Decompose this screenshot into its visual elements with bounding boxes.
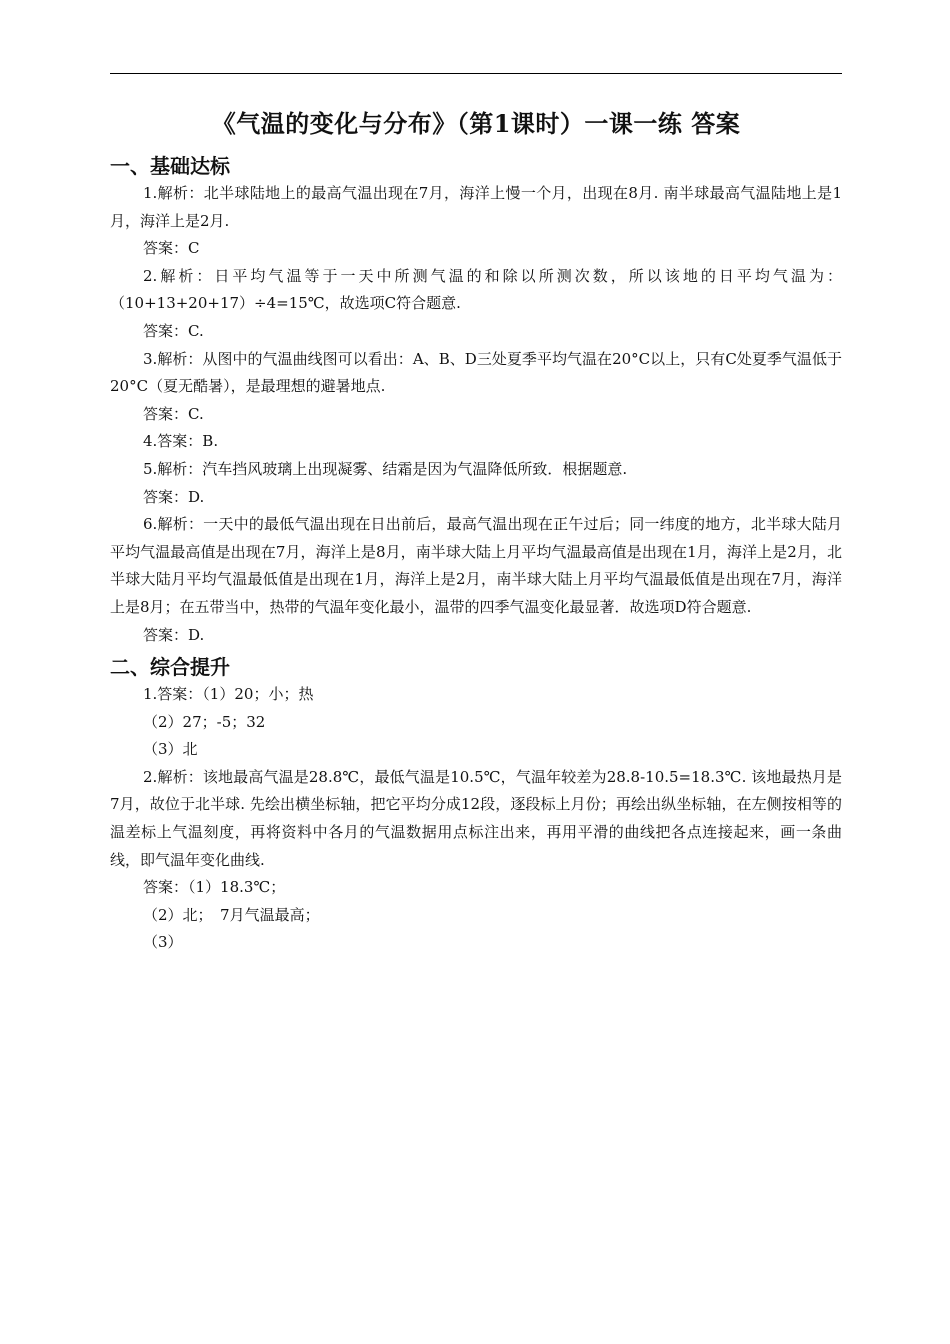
answer-paragraph: 答案：C. xyxy=(143,404,204,423)
answer-paragraph: 3.解析：从图中的气温曲线图可以看出：A、B、D三处夏季平均气温在20°C以上，只有C处夏季气温低于20°C（夏无酷暑），是最理想的避暑地点. xyxy=(110,349,842,396)
answer-paragraph: （2）27；-5；32 xyxy=(143,712,266,731)
answer-paragraph: 答案：D. xyxy=(143,487,205,506)
answer-paragraph: 2.解析：日平均气温等于一天中所测气温的和除以所测次数，所以该地的日平均气温为：（10+13+20+17）÷4=15℃，故选项C符合题意. xyxy=(110,266,842,313)
answer-paragraph: 5.解析：汽车挡风玻璃上出现凝雾、结霜是因为气温降低所致．根据题意. xyxy=(143,459,628,478)
answer-paragraph: 2.解析：该地最高气温是28.8℃，最低气温是10.5℃，气温年较差为28.8-10.5=18.3℃. 该地最热月是7月，故位于北半球. 先绘出横坐标轴，把它平均分成12段，逐段标上月份；再绘出纵坐标轴，在左侧按相等的温差标上气温刻度，再将资料中各月的气温数据用点标注出来，再用平滑的曲线把各点连接起来，画一条曲线，即气温年变化曲线. xyxy=(110,767,842,869)
header-rule xyxy=(110,73,842,74)
answer-paragraph: 答案：C. xyxy=(143,321,204,340)
answer-paragraph: （3） xyxy=(143,933,183,952)
answer-paragraph: 答案：D. xyxy=(143,625,205,644)
document-title: 《气温的变化与分布》（第1课时）一课一练 答案 xyxy=(211,109,741,138)
answer-paragraph: 答案：C xyxy=(143,239,200,258)
answer-paragraph: 答案：（1）18.3℃； xyxy=(143,878,286,897)
answer-paragraph: （2）北； 7月气温最高； xyxy=(143,905,320,924)
answer-paragraph: 1.答案：（1）20；小；热 xyxy=(143,685,314,704)
answer-paragraph: 6.解析：一天中的最低气温出现在日出前后，最高气温出现在正午过后；同一纬度的地方，北半球大陆月平均气温最高值是出现在7月，海洋上是8月，南半球大陆上月平均气温最高值是出现在1月，海洋上是2月，北半球大陆月平均气温最低值是出现在1月，海洋上是2月，南半球大陆上月平均气温最低值是出现在7月，海洋上是8月；在五带当中，热带的气温年变化最小，温带的四季气温变化最显著．故选项D符合题意. xyxy=(110,515,842,616)
section-heading-basic: 一、基础达标 xyxy=(110,154,230,178)
answer-paragraph: 4.答案：B. xyxy=(143,432,219,451)
answer-paragraph: （3）北 xyxy=(143,740,198,759)
section-heading-advanced: 二、综合提升 xyxy=(110,655,230,680)
document-page xyxy=(110,73,842,957)
answer-paragraph: 1.解析：北半球陆地上的最高气温出现在7月，海洋上慢一个月，出现在8月. 南半球最高气温陆地上是1月，海洋上是2月. xyxy=(110,184,842,230)
